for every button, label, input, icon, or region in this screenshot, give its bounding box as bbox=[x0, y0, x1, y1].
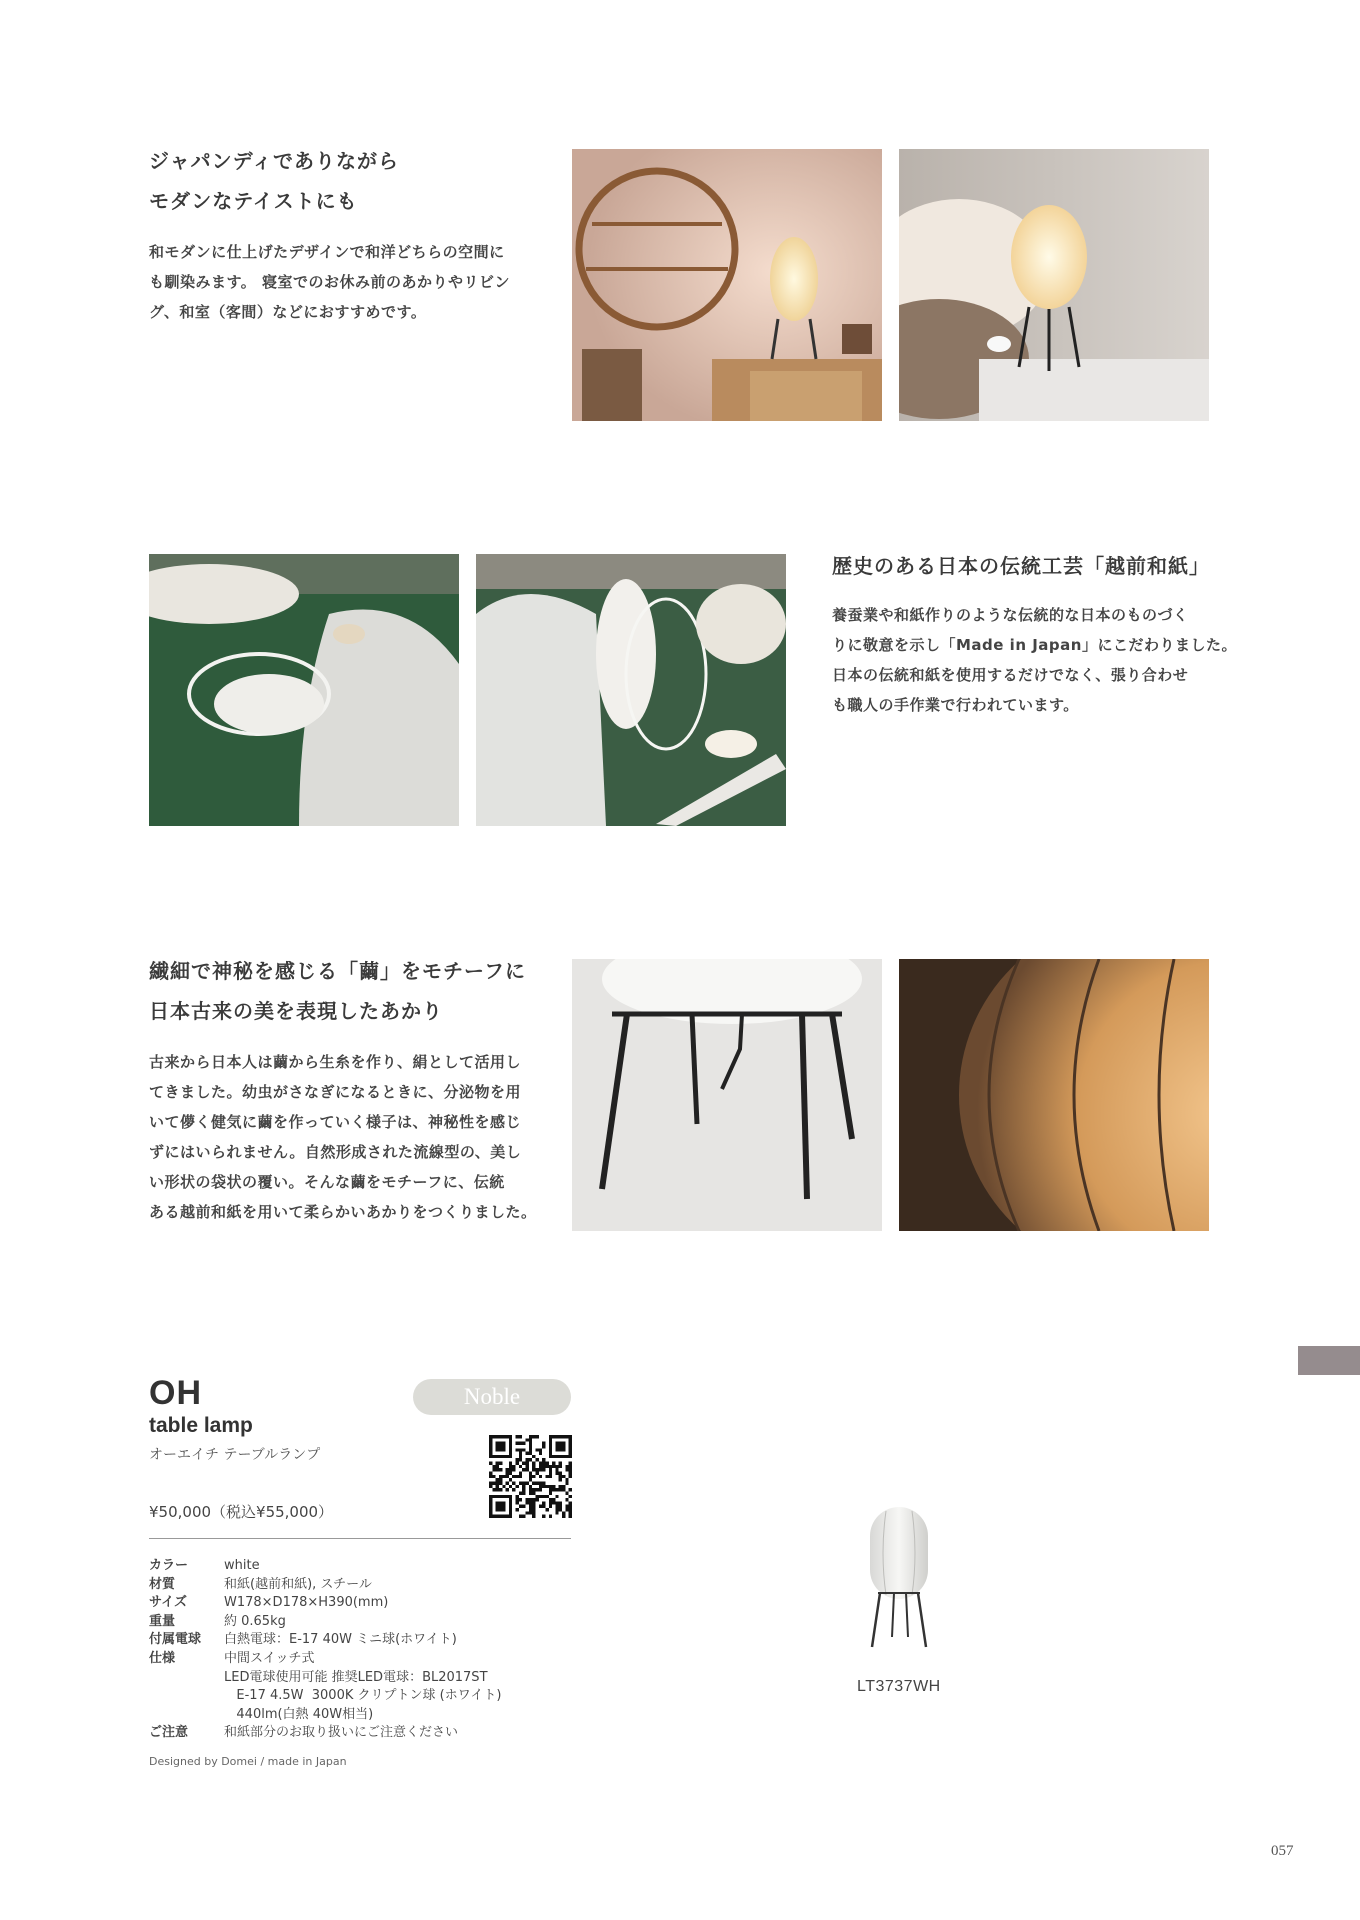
spec-value: 白熱電球：E-17 40W ミニ球(ホワイト) bbox=[224, 1632, 457, 1648]
section1-body-line: 和モダンに仕上げたデザインで和洋どちらの空間に bbox=[149, 243, 505, 261]
spec-row-material bbox=[149, 1576, 501, 1595]
section2-body-line: 養蚕業や和紙作りのような伝統的な日本のものづく bbox=[832, 606, 1189, 624]
section2-heading bbox=[832, 546, 1210, 586]
spec-key: 材質 bbox=[149, 1576, 176, 1592]
spec-value: E-17 4.5W 3000K クリプトン球 (ホワイト) bbox=[224, 1688, 502, 1704]
spec-row-caution bbox=[149, 1724, 501, 1743]
spec-row-color bbox=[149, 1557, 501, 1576]
section3-body-line: ずにはいられません。自然形成された流線型の、美し bbox=[149, 1143, 522, 1161]
series-badge: Noble bbox=[413, 1379, 571, 1415]
photo-craftsman-paper bbox=[476, 554, 786, 826]
spec-value: 和紙(越前和紙), スチール bbox=[224, 1576, 372, 1592]
section3-body bbox=[149, 1047, 537, 1227]
product-sku: LT3737WH bbox=[857, 1678, 941, 1695]
photo-lamp-stand-detail bbox=[572, 959, 882, 1231]
section1-heading-line: ジャパンディでありながら bbox=[149, 149, 399, 173]
photo-lamp-paper-closeup bbox=[899, 959, 1209, 1231]
spec-row-bulb bbox=[149, 1631, 501, 1650]
spec-key: 重量 bbox=[149, 1613, 176, 1629]
spec-key: 付属電球 bbox=[149, 1632, 202, 1648]
designed-by: Designed by Domei / made in Japan bbox=[149, 1755, 347, 1768]
spec-value-group bbox=[224, 1650, 501, 1724]
spec-row-spec bbox=[149, 1650, 501, 1724]
section3-body-line: いて儚く健気に繭を作っていく様子は、神秘性を感じ bbox=[149, 1113, 522, 1131]
product-price: ¥50,000（税込¥55,000） bbox=[149, 1503, 334, 1521]
section3-body-line: い形状の袋状の覆い。そんな繭をモチーフに、伝統 bbox=[149, 1173, 505, 1191]
section1-body-line: も馴染みます。 寝室でのお休み前のあかりやリビン bbox=[149, 273, 511, 291]
photo-bedroom-lamp bbox=[899, 149, 1209, 421]
section3-body-line: てきました。幼虫がさなぎになるときに、分泌物を用 bbox=[149, 1083, 522, 1101]
spec-value: 中間スイッチ式 bbox=[224, 1650, 315, 1666]
section2-body-line: も職人の手作業で行われています。 bbox=[832, 696, 1079, 714]
section3-heading-line: 繊細で神秘を感じる「繭」をモチーフに bbox=[149, 959, 526, 983]
section3-body-line: ある越前和紙を用いて柔らかいあかりをつくりました。 bbox=[149, 1203, 537, 1221]
product-kana: オーエイチ テーブルランプ bbox=[149, 1447, 321, 1463]
photo-craftsman-frame bbox=[149, 554, 459, 826]
product-name: table lamp bbox=[149, 1414, 253, 1437]
section2-heading-line: 歴史のある日本の伝統工芸「越前和紙」 bbox=[832, 554, 1210, 578]
page-index-tab bbox=[1298, 1346, 1360, 1375]
spec-row-weight bbox=[149, 1613, 501, 1632]
photo-living-room-lamp bbox=[572, 149, 882, 421]
page-number: 057 bbox=[1271, 1843, 1294, 1859]
section2-body-line: 日本の伝統和紙を使用するだけでなく、張り合わせ bbox=[832, 666, 1189, 684]
section1-body bbox=[149, 237, 510, 327]
section1-heading bbox=[149, 141, 399, 221]
spec-key: ご注意 bbox=[149, 1725, 189, 1741]
spec-key: カラー bbox=[149, 1558, 189, 1573]
qr-code[interactable] bbox=[489, 1435, 572, 1518]
section1-body-line: グ、和室（客間）などにおすすめです。 bbox=[149, 303, 427, 321]
spec-row-size bbox=[149, 1594, 501, 1613]
spec-value: white bbox=[224, 1558, 260, 1573]
section3-heading-line: 日本古来の美を表現したあかり bbox=[149, 999, 443, 1023]
spec-key: 仕様 bbox=[149, 1650, 176, 1666]
spec-table bbox=[149, 1557, 501, 1743]
section3-heading bbox=[149, 951, 526, 1031]
product-lamp-image bbox=[860, 1505, 940, 1655]
spec-value: LED電球使用可能 推奨LED電球：BL2017ST bbox=[224, 1669, 488, 1685]
spec-value: 440lm(白熱 40W相当) bbox=[224, 1706, 374, 1722]
spec-key: サイズ bbox=[149, 1595, 187, 1611]
divider bbox=[149, 1538, 571, 1539]
section1-heading-line: モダンなテイストにも bbox=[149, 189, 358, 213]
spec-value: 和紙部分のお取り扱いにご注意ください bbox=[224, 1725, 459, 1741]
product-code: OH bbox=[149, 1374, 202, 1412]
section2-body bbox=[832, 600, 1237, 720]
spec-value: 約 0.65kg bbox=[224, 1613, 286, 1629]
section2-body-line: りに敬意を示し「Made in Japan」にこだわりました。 bbox=[832, 636, 1237, 654]
spec-value: W178×D178×H390(mm) bbox=[224, 1595, 389, 1611]
section3-body-line: 古来から日本人は繭から生糸を作り、絹として活用し bbox=[149, 1053, 522, 1071]
